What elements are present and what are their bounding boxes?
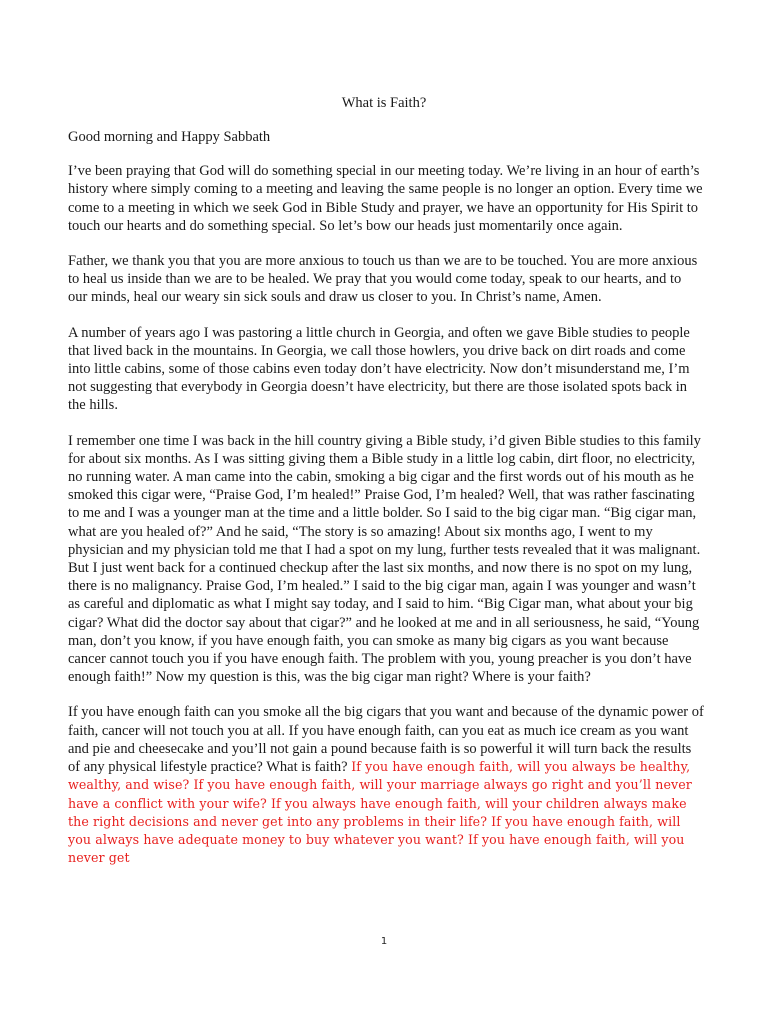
highlighted-questions: If you have enough faith, will you always be healthy, wealthy, and wise? If you have enough faith, will your marriage always go right and you’ll never have a conflict with your wife? If you always have enough faith, will your children always make the right decisions and never get into any problems in their life? If you have enough faith, will you always have adequate money to buy whatever you want? If you have enough faith, will you never get — [68, 759, 692, 866]
paragraph-cigar-story: I remember one time I was back in the hill country giving a Bible study, i’d given Bible studies to this family for about six months. As I was sitting giving them a Bible study in a little log cabin, dirt floor, no electricity, no running water. A man came into the cabin, smoking a big cigar and the first words out of his mouth as he smoked this cigar were, “Praise God, I’m healed!” Praise God, I’m healed? Well, that was rather fascinating to me and I was a younger man at the time and a little bolder. So I said to the big cigar man. “Big cigar man, what are you healed of?” And he said, “The story is so amazing! About six months ago, I went to my physician and my physician told me that I had a spot on my lung, further tests revealed that it was malignant. But I just went back for a continued checkup after the last six months, and now there is no spot on my lung, there is no malignancy. Praise God, I’m healed.” I said to the big cigar man, again I was younger and wasn’t as careful and diplomatic as what I might say today, and I said to him. “Big Cigar man, what about your big cigar? What did the doctor say about that cigar?” and he looked at me and in all seriousness, he said, “Young man, don’t you know, if you have enough faith, you can smoke as many big cigars as you want because cancer cannot touch you if you have enough faith. The problem with you, young preacher is you don’t have enough faith!” Now my question is this, was the big cigar man right? Where is your faith? — [68, 432, 701, 686]
greeting: Good morning and Happy Sabbath — [68, 129, 271, 145]
paragraph-georgia: A number of years ago I was pastoring a little church in Georgia, and often we gave Bible studies to people that lived back in the mountains. In Georgia, we call those howlers, you drive back on dirt roads and come into little cabins, some of those cabins even today don’t have electricity. Now don’t misunderstand me, I’m not suggesting that everybody in Georgia doesn’t have electricity, but there are those isolated spots back in the hills. — [68, 324, 690, 414]
paragraph-faith-questions — [68, 703, 704, 867]
paragraph-intro: I’ve been praying that God will do something special in our meeting today. We’re living in an hour of earth’s history where simply coming to a meeting and leaving the same people is no longer an option. Every time we come to a meeting in which we seek God in Bible Study and prayer, we have an opportunity for His Spirit to touch our hearts and do something special. So let’s bow our heads just momentarily once again. — [68, 163, 703, 234]
faith-questions-text: If you have enough faith can you smoke all the big cigars that you want and because of the dynamic power of faith, cancer will not touch you at all. If you have enough faith, can you eat as much ice cream as you want and pie and cheesecake and you’ll not gain a pound because faith is so powerful it will turn back the results of any physical lifestyle practice? What is faith? — [68, 704, 704, 776]
page-number: 1 — [380, 936, 388, 947]
document-body — [68, 128, 704, 884]
document-title: What is Faith? — [341, 95, 427, 111]
paragraph-prayer: Father, we thank you that you are more anxious to touch us than we are to be touched. You are more anxious to heal us inside than we are to be healed. We pray that you would come today, speak to our hearts, and to our minds, heal our weary sin sick souls and draw us closer to you. In Christ’s name, Amen. — [68, 253, 698, 306]
